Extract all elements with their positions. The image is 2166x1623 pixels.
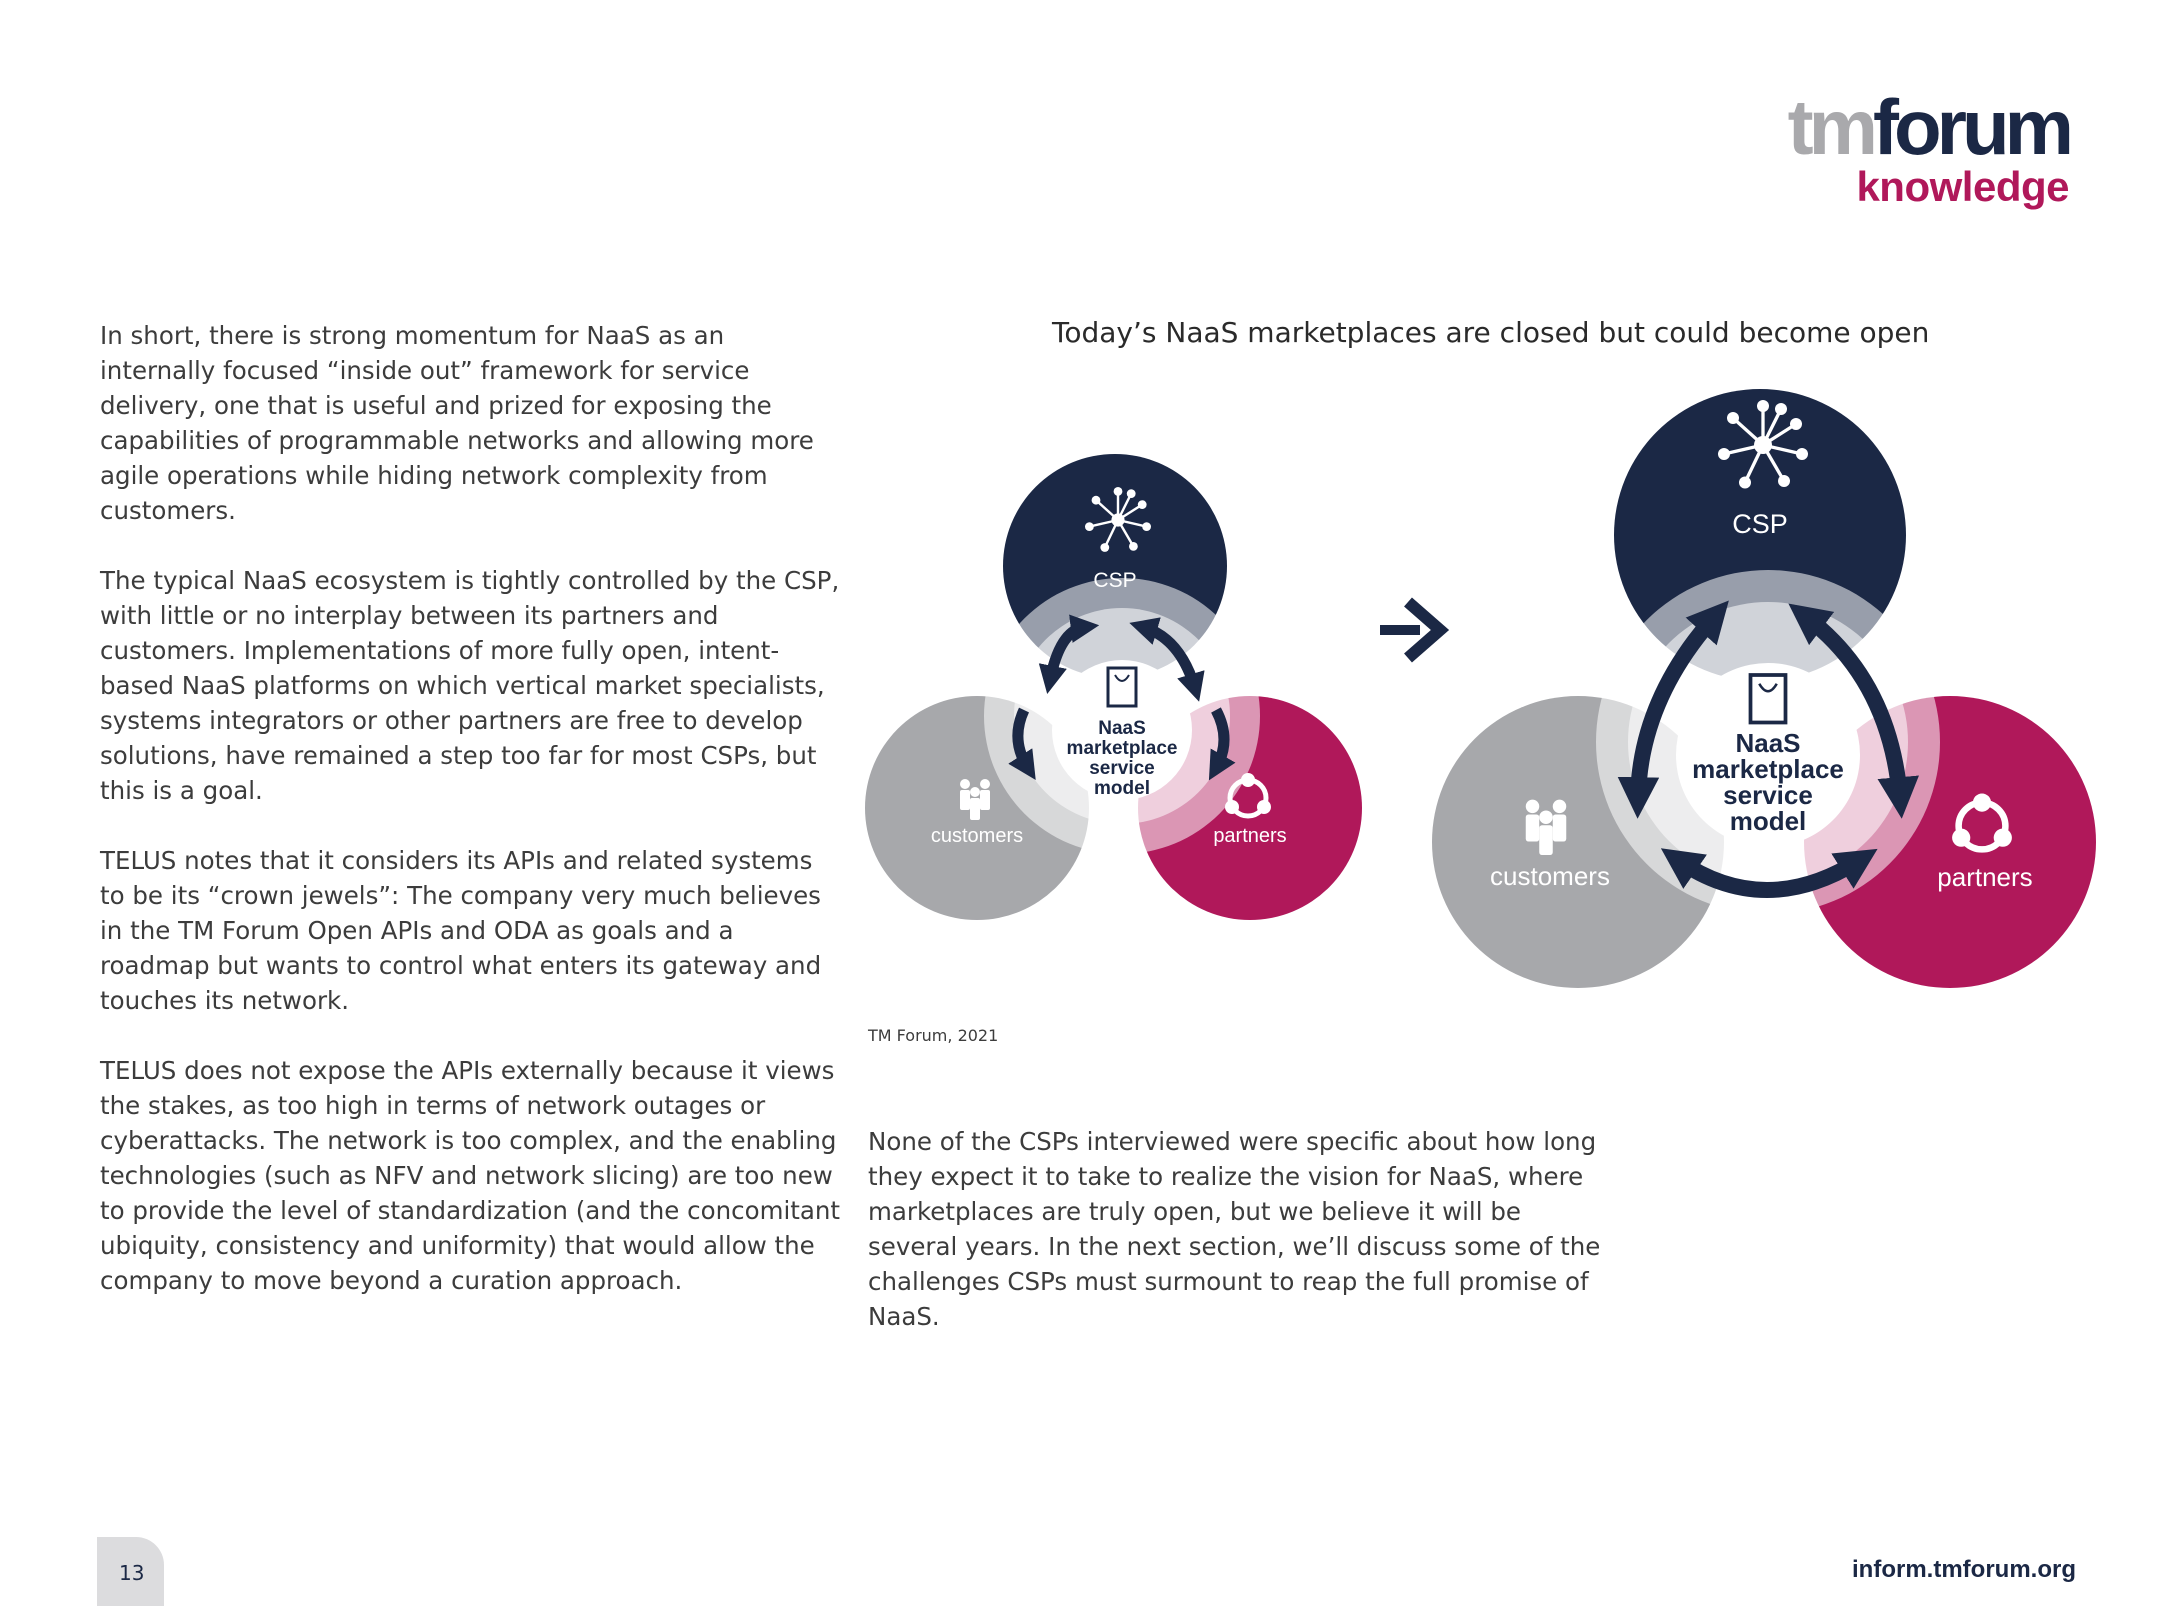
logo-subtitle: knowledge [1856,163,2069,210]
naas-label-line: NaaS [1735,728,1801,758]
page-number-tab [97,1537,164,1606]
footer-url: inform.tmforum.org [1852,1556,2076,1583]
naas-marketplace-diagram [860,380,2100,1010]
naas-label-line: model [1729,806,1807,836]
customers-label: customers [930,825,1024,847]
body-paragraph: In short, there is strong momentum for NaaS as an internally focused “inside out” framework for service delivery, one that is useful and prized for exposing the capabilities of programmable networks and allowing more agile operations while hiding network complexity from customers. [100,321,814,525]
left-column [100,318,840,1333]
partners-label: partners [1937,862,2033,892]
figure-title: Today’s NaaS marketplaces are closed but could become open [1052,316,1930,349]
figure-caption: TM Forum, 2021 [868,1026,999,1045]
naas-label-line: NaaS [1098,718,1146,739]
naas-label-line: marketplace [1692,754,1844,784]
right-column [868,1124,1608,1369]
open-marketplace-diagram [1432,389,2096,988]
customers-label: customers [1490,861,1610,891]
body-paragraph: None of the CSPs interviewed were specific about how long they expect it to take to realize the vision for NaaS, where marketplaces are truly open, but we believe it will be several years. In the next section, we’ll discuss some of the challenges CSPs must surmount to reap the full promise of NaaS. [868,1127,1601,1331]
body-paragraph: The typical NaaS ecosystem is tightly controlled by the CSP, with little or no interplay between its partners and customers. Implementations of more fully open, intent-based NaaS platforms on which vertical market specialists, systems integrators or other partners are free to develop solutions, have remained a step too far for most CSPs, but this is a goal. [100,566,840,805]
partners-label: partners [1213,825,1287,847]
body-paragraph: TELUS notes that it considers its APIs and related systems to be its “crown jewels”: The company very much believes in the TM Forum Open APIs and ODA as goals and a roadmap but wants to control what enters its gateway and touches its network. [100,846,822,1015]
csp-label: CSP [1732,509,1788,539]
logo-wordmark: tmforum [1787,83,2069,171]
tmforum-knowledge-logo [1787,83,2069,210]
page-number: 13 [119,1561,145,1585]
naas-label-line: service [1723,780,1813,810]
naas-label-line: marketplace [1066,738,1178,759]
closed-marketplace-diagram [865,454,1362,920]
naas-label-line: model [1094,778,1150,799]
body-paragraph: TELUS does not expose the APIs externally because it views the stakes, as too high in terms of network outages or cyberattacks. The network is too complex, and the enabling technologies (such as NFV and network slicing) are too new to provide the level of standardization (and the concomitant ubiquity, consistency and uniformity) that would allow the company to move beyond a curation approach. [100,1056,841,1295]
naas-label-line: service [1089,758,1155,779]
csp-label: CSP [1093,569,1137,592]
transition-arrow-icon [1380,602,1440,658]
